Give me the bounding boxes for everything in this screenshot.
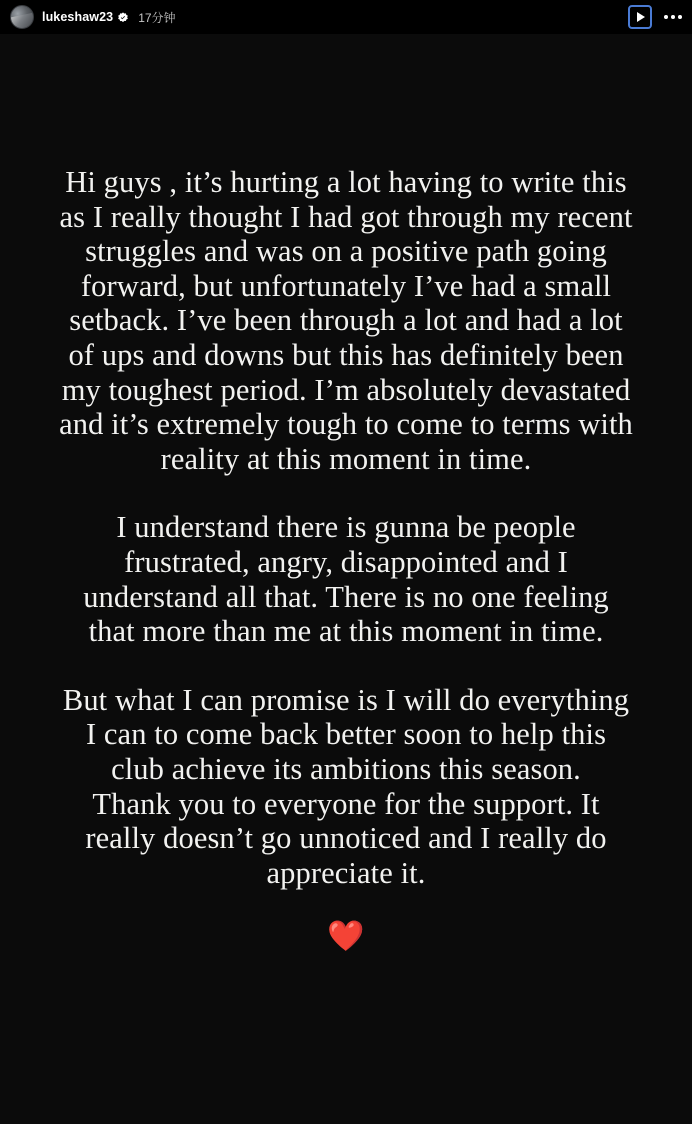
story-paragraph-1: Hi guys , it’s hurting a lot having to write this as I really thought I had got through my recent struggles and was on a positive path going forward, but unfortunately I’ve had a small setback. I’ve been through a lot and had a lot of ups and downs but this has definitely been my toughest period. I’m absolutely devastated and it’s extremely tough to come to terms with reality at this moment in time. <box>59 165 641 476</box>
more-dot-2 <box>671 15 675 19</box>
story-body <box>0 34 692 1124</box>
play-triangle <box>637 12 645 22</box>
play-icon[interactable] <box>628 5 652 29</box>
profile-avatar[interactable] <box>10 5 34 29</box>
story-header <box>0 0 692 34</box>
heart-emoji: ❤️ <box>327 920 365 954</box>
username-label[interactable]: lukeshaw23 <box>42 10 114 24</box>
story-paragraph-4: Thank you to everyone for the support. It really doesn’t go unnoticed and I really do appreciate it. <box>85 786 615 890</box>
verified-badge-icon <box>117 11 129 23</box>
story-paragraph-3: But what I can promise is I will do everything I can to come back better soon to help this club achieve its ambitions this season. <box>62 682 637 786</box>
timestamp-label: 17分钟 <box>138 10 176 25</box>
story-text-block <box>57 165 641 954</box>
more-dot-3 <box>678 15 682 19</box>
more-options-icon[interactable] <box>664 11 682 23</box>
story-paragraph-2: I understand there is gunna be people frustrated, angry, disappointed and I understand all that. There is no one feeling that more than me at this moment in time. <box>83 510 617 649</box>
more-dot-1 <box>664 15 668 19</box>
header-actions <box>628 5 682 29</box>
